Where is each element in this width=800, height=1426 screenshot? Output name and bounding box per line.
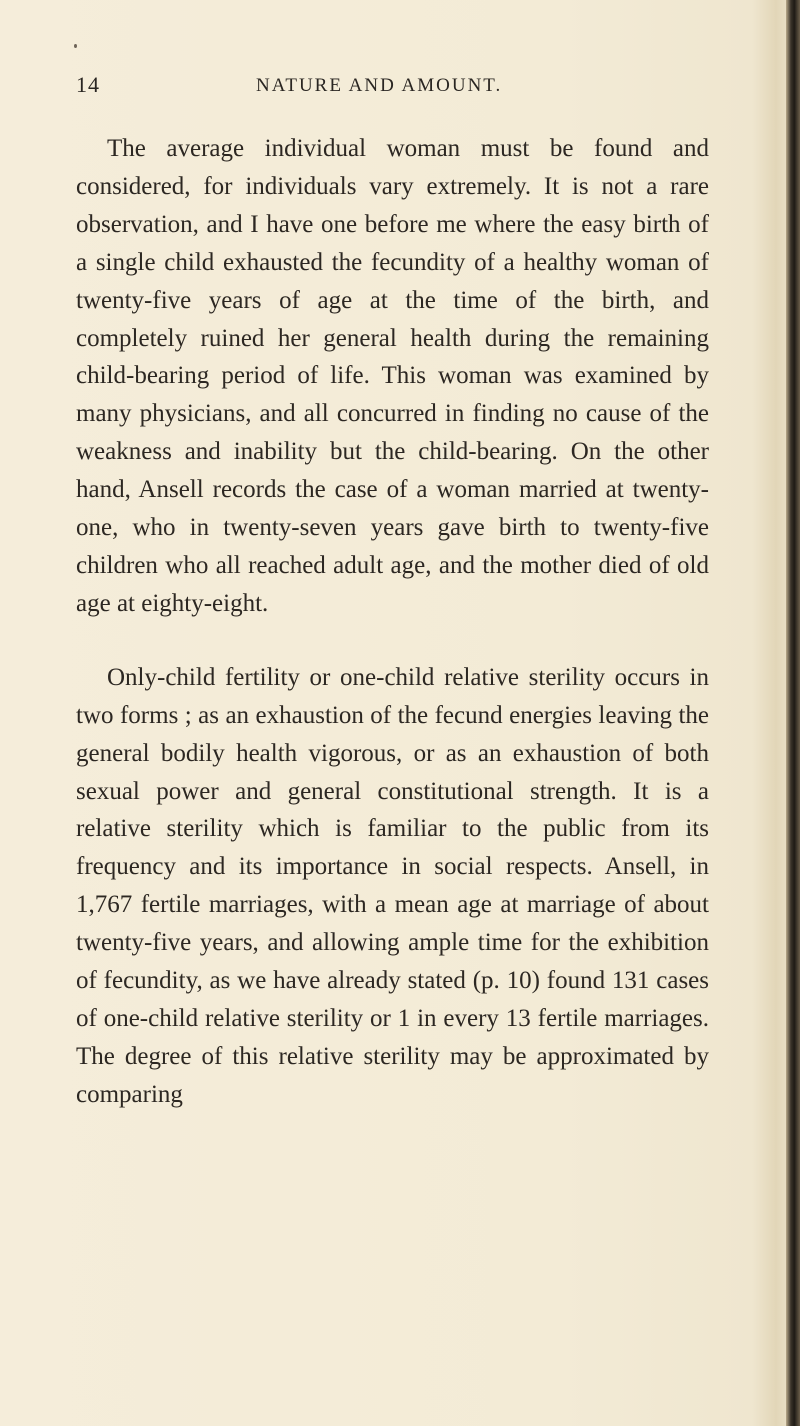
ink-speck [74, 44, 77, 48]
page-edge-shadow [786, 0, 800, 1426]
body-text [76, 130, 709, 1114]
paragraph-2: Only-child fertility or one-child relative sterility occurs in two forms ; as an exhaustion of the fecund energies leaving the general bodily health vigorous, or as an exhaustion of both sexual power and general constitutional strength. It is a relative sterility which is familiar to the public from its frequency and its importance in social respects. Ansell, in 1,767 fertile marriages, with a mean age at marriage of about twenty-five years, and allowing ample time for the exhibition of fecundity, as we have already stated (p. 10) found 131 cases of one-child relative sterility or 1 in every 13 fertile marriages. The degree of this relative sterility may be approximated by comparing [76, 663, 709, 1108]
page-header [76, 64, 756, 100]
page-number: 14 [76, 72, 100, 97]
running-title: NATURE AND AMOUNT. [256, 75, 503, 96]
paragraph-1: The average individual woman must be found and considered, for individuals vary extremely. It is not a rare observation, and I have one before me where the easy birth of a single child exhausted the fecundity of a healthy woman of twenty-five years of age at the time of the birth, and completely ruined her general health during the remaining child-bearing period of life. This woman was examined by many physicians, and all concurred in finding no cause of the weakness and inability but the child-bearing. On the other hand, Ansell records the case of a woman married at twenty-one, who in twenty-seven years gave birth to twenty-five children who all reached adult age, and the mother died of old age at eighty-eight. [76, 135, 709, 617]
